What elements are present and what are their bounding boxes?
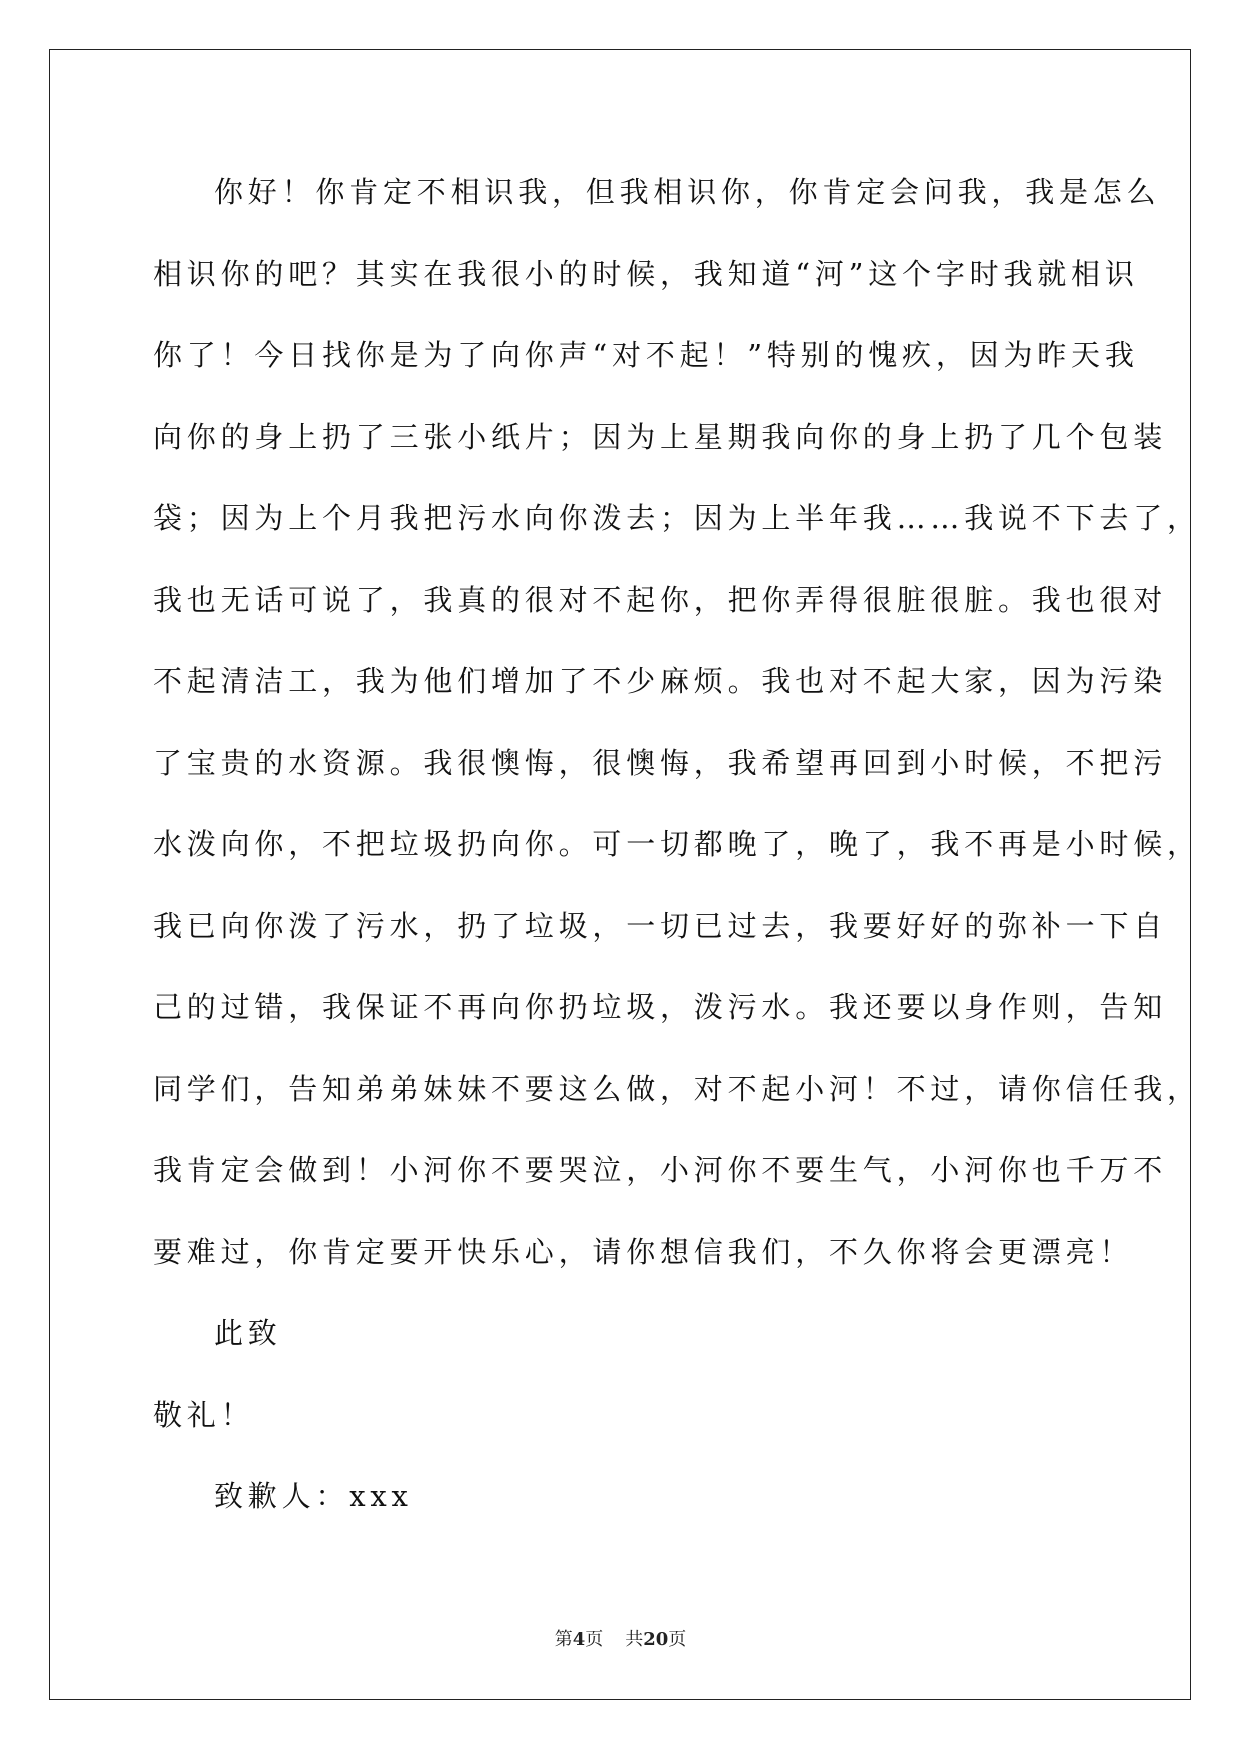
footer-page-suffix: 页 [585,1629,604,1650]
paragraph-line: 水泼向你，不把垃圾扔向你。可一切都晚了，晚了，我不再是小时候， [153,827,1201,861]
paragraph-line: 我肯定会做到！小河你不要哭泣，小河你不要生气，小河你也千万不 [153,1153,1168,1187]
paragraph-line: 己的过错，我保证不再向你扔垃圾，泼污水。我还要以身作则，告知 [153,990,1168,1024]
paragraph-line: 不起清洁工，我为他们增加了不少麻烦。我也对不起大家，因为污染 [153,664,1168,698]
paragraph-line: 你好！你肯定不相识我，但我相识你，你肯定会问我，我是怎么 [214,175,1161,209]
paragraph-line: 我已向你泼了污水，扔了垃圾，一切已过去，我要好好的弥补一下自 [153,908,1168,943]
footer-total-suffix: 页 [668,1629,687,1650]
paragraph-line: 你了！今日找你是为了向你声“对不起！”特别的愧疚，因为昨天我 [153,338,1139,372]
signature-text: 致歉人：xxx [214,1479,413,1513]
paragraph-line: 袋；因为上个月我把污水向你泼去；因为上半年我……我说不下去了， [153,501,1201,535]
paragraph-line: 了宝贵的水资源。我很懊悔，很懊悔，我希望再回到小时候，不把污 [153,745,1168,780]
letter-body [153,162,1201,1548]
page-footer [0,1625,1241,1651]
page-number: 4 [572,1629,586,1650]
footer-total-prefix: 共 [625,1629,644,1650]
salute-text: 敬礼！ [153,1397,255,1432]
total-pages: 20 [643,1629,669,1650]
paragraph-line: 向你的身上扔了三张小纸片；因为上星期我向你的身上扔了几个包装 [153,419,1168,454]
paragraph-line: 要难过，你肯定要开快乐心，请你想信我们，不久你将会更漂亮！ [153,1234,1134,1269]
paragraph-line: 相识你的吧？其实在我很小的时候，我知道“河”这个字时我就相识 [153,256,1139,291]
footer-prefix: 第 [554,1629,573,1650]
paragraph-line: 同学们，告知弟弟妹妹不要这么做，对不起小河！不过，请你信任我， [153,1071,1201,1106]
closing-text: 此致 [214,1316,282,1350]
paragraph-line: 我也无话可说了，我真的很对不起你，把你弄得很脏很脏。我也很对 [153,582,1168,617]
